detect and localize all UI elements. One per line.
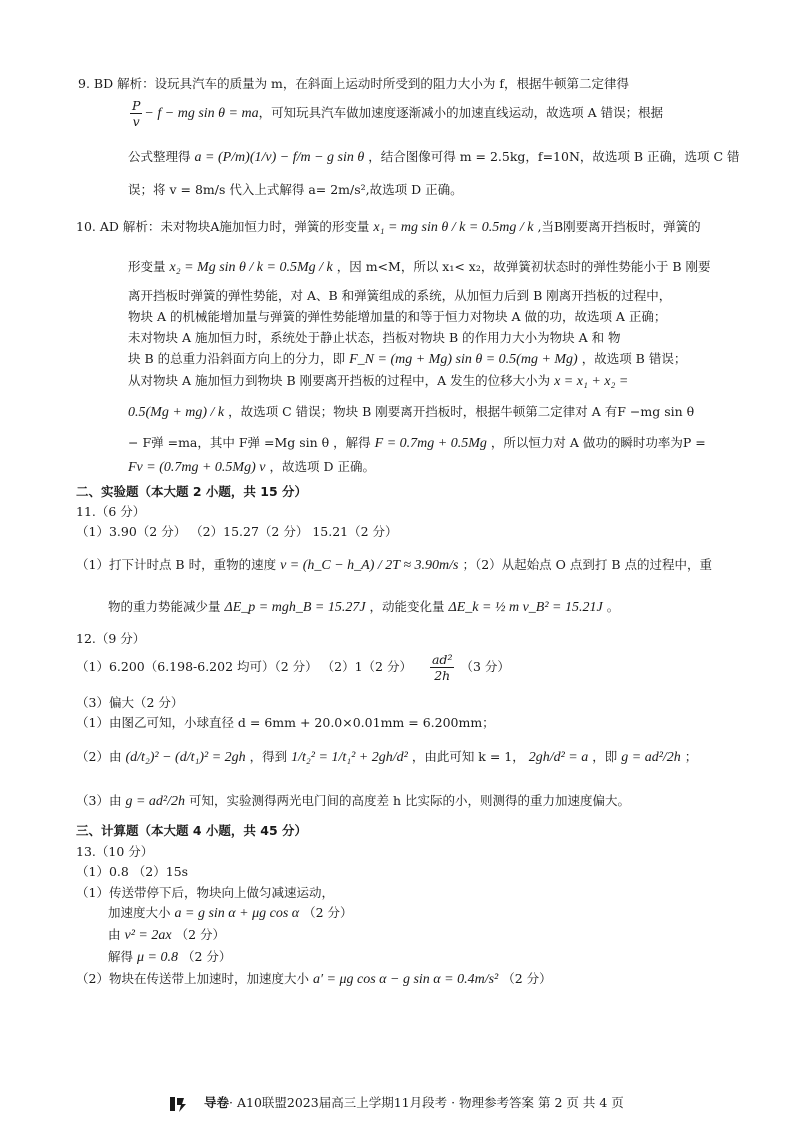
footer-text: · A10联盟2023届高三上学期11月段考 · 物理参考答案 第 2 页 共 4 页 bbox=[229, 1095, 624, 1110]
q12-l2-formula4: g = ad²/2h bbox=[621, 750, 681, 765]
q10-line1: 10. AD 解析：未对物块A施加恒力时，弹簧的形变量 x₁ = mg sin θ / k = 0.5mg / k ,当B刚要离开挡板时，弹簧的 bbox=[76, 219, 701, 235]
q12-answer3: （3）偏大（2 分） bbox=[76, 695, 184, 710]
q10-line3: 离开挡板时弹簧的弹性势能，对 A、B 和弹簧组成的系统，从加恒力后到 B 刚离开挡板的过程中， bbox=[128, 288, 672, 303]
q11-l2-formula1: ΔE_p = mgh_B = 15.27J bbox=[224, 600, 366, 615]
q11-l2-formula2: ΔE_k = ½ m v_B² = 15.21J bbox=[448, 600, 603, 615]
q13-line3: 由 v² = 2ax （2 分） bbox=[108, 927, 225, 943]
section3-title: 三、计算题（本大题 4 小题，共 45 分） bbox=[76, 823, 308, 838]
q13-line5: （2）物块在传送带上加速时，加速度大小 a′ = μg cos α − g sin α = 0.4m/s² （2 分） bbox=[76, 971, 552, 987]
q9-line3-formula: a = (P/m)(1/v) − f/m − g sin θ bbox=[194, 150, 365, 165]
section2-title: 二、实验题（本大题 2 小题，共 15 分） bbox=[76, 484, 308, 499]
q13-l3-formula: v² = 2ax bbox=[124, 928, 172, 943]
q10-line2: 形变量 x₂ = Mg sin θ / k = 0.5Mg / k ，因 m<M，所以 x₁< x₂，故弹簧初状态时的弹性势能小于 B 刚要 bbox=[128, 259, 711, 275]
q9-line3: 公式整理得 a = (P/m)(1/v) − f/m − g sin θ ，结合图像可得 m = 2.5kg，f=10N，故选项 B 正确，选项 C 错 bbox=[128, 149, 740, 165]
q9-line2: ，可知玩具汽车做加速度逐渐减小的加速直线运动，故选项 A 错误；根据 bbox=[258, 105, 664, 120]
q12-l2-formula: (d/t₂)² − (d/t₁)² = 2gh bbox=[125, 750, 246, 765]
q12-answer-frac: $\frac{\text{ad²}}{2h}$ bbox=[431, 652, 453, 683]
q9-eq1-line bbox=[128, 96, 663, 131]
q13-l2-formula: a = g sin α + μg cos α bbox=[174, 906, 300, 921]
q11-line2: 物的重力势能减少量 ΔE_p = mgh_B = 15.27J ，动能变化量 ΔE_k = ½ m v_B² = 15.21J 。 bbox=[108, 599, 620, 615]
q10-l2-formula: x₂ = Mg sin θ / k = 0.5Mg / k bbox=[169, 260, 333, 275]
q10-l1-formula: x₁ = mg sin θ / k = 0.5mg / k bbox=[373, 220, 534, 235]
q13-answers: （1）0.8 （2）15s bbox=[76, 864, 189, 879]
q12-line3: （3）由 g = ad²/2h 可知，实验测得两光电门间的高度差 h 比实际的小，则测得的重力加速度偏大。 bbox=[76, 793, 630, 809]
q12-answers: （1）6.200（6.198-6.202 均可）（2 分） （2）1（2 分） $\frac{\text{ad²}}{2h}$ （3 分） bbox=[76, 652, 510, 683]
q12-line1: （1）由图乙可知，小球直径 d = 6mm + 20.0×0.01mm = 6.200mm； bbox=[76, 715, 495, 730]
q13-line4: 解得 μ = 0.8 （2 分） bbox=[108, 949, 232, 965]
q12-head: 12.（9 分） bbox=[76, 631, 146, 646]
q10-line9: − F弹 =ma，其中 F弹 =Mg sin θ ，解得 F = 0.7mg + 0.5Mg ，所以恒力对 A 做功的瞬时功率为P = bbox=[128, 435, 706, 451]
q13-l4-formula: μ = 0.8 bbox=[137, 950, 178, 965]
q11-l1-formula: v = (h_C − h_A) / 2T ≈ 3.90m/s bbox=[280, 558, 459, 573]
q13-head: 13.（10 分） bbox=[76, 844, 154, 859]
q10-l7-formula: x = x₁ + x₂ = bbox=[554, 374, 629, 389]
q12-line2: （2）由 (d/t₂)² − (d/t₁)² = 2gh ，得到 1/t₂² = 1/t₁² + 2gh/d² ，由此可知 k = 1， 2gh/d² = a ，即 g = ad²/2h ； bbox=[76, 749, 698, 765]
q11-answers: （1）3.90（2 分） （2）15.27（2 分） 15.21（2 分） bbox=[76, 524, 398, 539]
q10-line4: 物块 A 的机械能增加量与弹簧的弹性势能增加量的和等于恒力对物块 A 做的功，故选项 A 正确； bbox=[128, 309, 667, 324]
page-footer bbox=[170, 1093, 624, 1113]
q9-head: 9. BD 解析：设玩具汽车的质量为 m，在斜面上运动时所受到的阻力大小为 f，根据牛顿第二定律得 bbox=[78, 76, 630, 91]
q13-line2: 加速度大小 a = g sin α + μg cos α （2 分） bbox=[108, 905, 353, 921]
q10-l6-formula: F_N = (mg + Mg) sin θ = 0.5(mg + Mg) bbox=[349, 352, 578, 367]
q10-l8-formula: 0.5(Mg + mg) / k bbox=[128, 405, 225, 420]
q10-l9-formula: F = 0.7mg + 0.5Mg bbox=[374, 436, 487, 451]
q12-l2-formula3: 2gh/d² = a bbox=[528, 750, 589, 765]
q10-line10: Fv = (0.7mg + 0.5Mg) v ，故选项 D 正确。 bbox=[128, 459, 375, 475]
q10-line7: 从对物块 A 施加恒力到物块 B 刚要离开挡板的过程中，A 发生的位移大小为 x = x₁ + x₂ = bbox=[128, 373, 629, 389]
publisher-logo-text: 导卷 bbox=[204, 1095, 230, 1110]
q13-line1: （1）传送带停下后，物块向上做匀减速运动， bbox=[76, 885, 334, 900]
q13-l5-formula: a′ = μg cos α − g sin α = 0.4m/s² bbox=[312, 972, 499, 987]
q10-line5: 未对物块 A 施加恒力时，系统处于静止状态，挡板对物块 B 的作用力大小为物块 A 和 物 bbox=[128, 330, 621, 345]
q12-l2-formula2: 1/t₂² = 1/t₁² + 2gh/d² bbox=[291, 750, 408, 765]
q9-eq1-frac: $\frac{P}{v}$ bbox=[132, 98, 141, 129]
q10-line6: 块 B 的总重力沿斜面方向上的分力，即 F_N = (mg + Mg) sin θ = 0.5(mg + Mg) ，故选项 B 错误； bbox=[128, 351, 687, 367]
publisher-logo-icon bbox=[170, 1095, 200, 1113]
q12-l3-formula: g = ad²/2h bbox=[125, 794, 185, 809]
q10-l10-formula: Fv = (0.7mg + 0.5Mg) v bbox=[128, 460, 266, 475]
q10-line8: 0.5(Mg + mg) / k ，故选项 C 错误；物块 B 刚要离开挡板时，根据牛顿第二定律对 A 有F −mg sin θ bbox=[128, 404, 695, 420]
q9-eq1-rest: − f − mg sin θ = ma bbox=[144, 106, 259, 121]
q11-head: 11.（6 分） bbox=[76, 504, 146, 519]
q11-line1: （1）打下计时点 B 时，重物的速度 v = (h_C − h_A) / 2T ≈ 3.90m/s ；（2）从起始点 O 点到打 B 点的过程中，重 bbox=[76, 557, 712, 573]
q9-line4: 误；将 v = 8m/s 代入上式解得 a= 2m/s²,故选项 D 正确。 bbox=[128, 182, 463, 197]
